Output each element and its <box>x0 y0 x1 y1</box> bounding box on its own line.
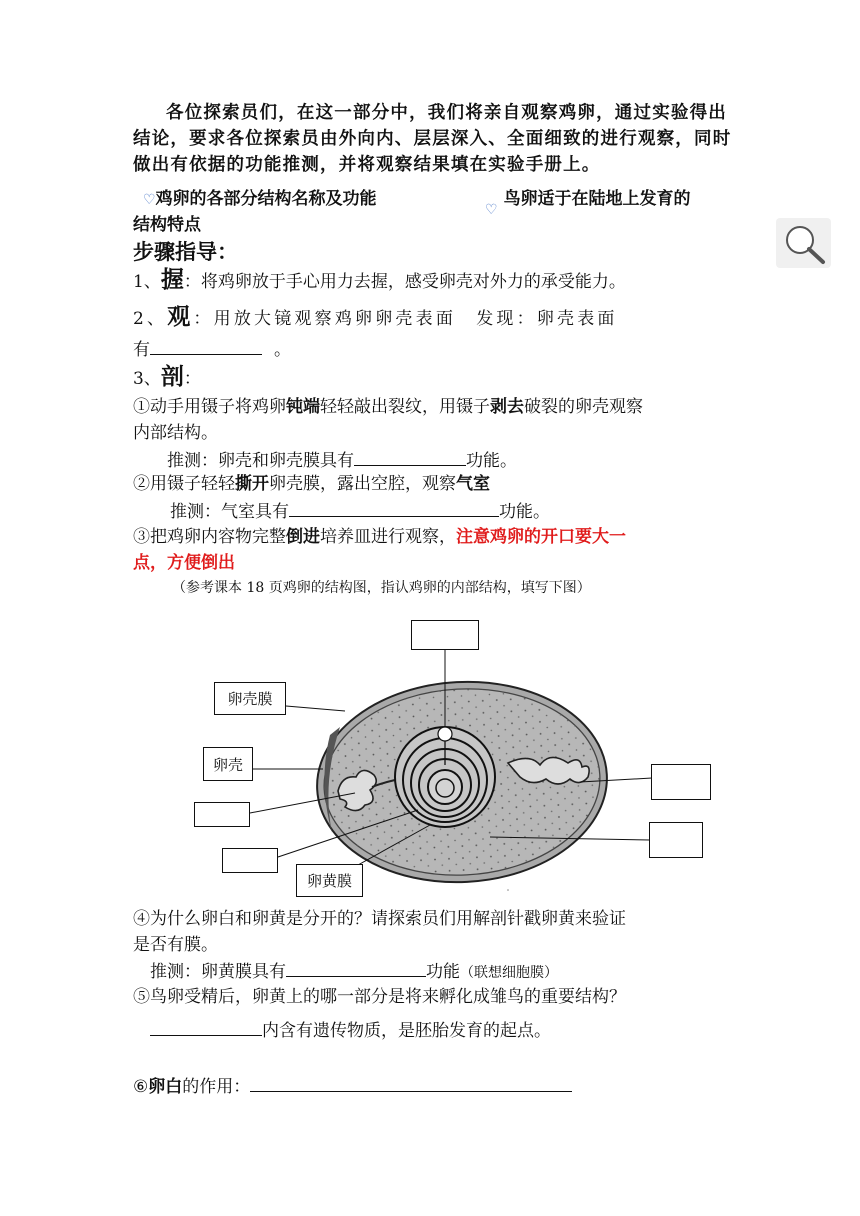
sub-4: ④为什么卵白和卵黄是分开的？请探索员们用解剖针戳卵黄来验证 <box>133 909 626 929</box>
steps-title: 步骤指导： <box>133 240 238 264</box>
label-box-lower-left-empty[interactable] <box>222 848 278 873</box>
label-shell-membrane: 卵壳膜 <box>214 682 286 715</box>
sub-2-infer: 推测：气室具有 功能。 <box>170 498 550 524</box>
germinal-disc <box>438 727 452 741</box>
sub-2: ②用镊子轻轻撕开卵壳膜，露出空腔，观察气室 <box>133 474 490 494</box>
sub-3-cont: 点，方便倒出 <box>133 553 235 573</box>
blank-germinal-disc[interactable] <box>150 1017 262 1036</box>
blank-yolk-membrane-function[interactable] <box>286 958 426 977</box>
blank-air-cell-function[interactable] <box>289 498 499 517</box>
blank-shell-function[interactable] <box>354 447 466 466</box>
sub-1-cont: 内部结构。 <box>133 423 218 443</box>
blank-shell-surface[interactable] <box>150 336 262 355</box>
sub-1-infer: 推测：卵壳和卵壳膜具有 功能。 <box>167 447 517 473</box>
sub-1: ①动手用镊子将鸡卵钝端轻轻敲出裂纹，用镊子剥去破裂的卵壳观察 <box>133 397 643 417</box>
goal-2: $_♡$鸟卵适于在陆地上发育的 <box>485 189 691 218</box>
label-shell: 卵壳 <box>203 747 253 781</box>
step-3: 3、剖： <box>133 364 201 390</box>
heart-icon: ♡ <box>485 202 498 218</box>
sub-5: ⑤鸟卵受精后，卵黄上的哪一部分是将来孵化成雏鸟的重要结构？ <box>133 987 626 1007</box>
label-box-right-empty[interactable] <box>651 764 711 800</box>
goal-2-cont: 结构特点 <box>133 215 201 235</box>
search-button[interactable] <box>776 218 831 268</box>
intro-paragraph: 各位探索员们，在这一部分中，我们将亲自观察鸡卵，通过实验得出结论，要求各位探索员由外向内、层层深入、全面细致的进行观察，同时做出有依据的功能推测，并将观察结果填在实验手册上。 <box>133 103 732 175</box>
diagram-note: （参考课本 18 页鸡卵的结构图，指认鸡卵的内部结构，填写下图） <box>172 580 591 596</box>
magnifier-icon <box>776 218 831 268</box>
label-box-lower-right-empty[interactable] <box>649 822 703 858</box>
label-box-top-empty[interactable] <box>411 620 479 650</box>
heart-icon: ♡ <box>143 192 156 208</box>
step-1: 1、握：将鸡卵放于手心用力去握，感受卵壳对外力的承受能力。 <box>133 267 626 293</box>
sub-6: ⑥卵白的作用： <box>133 1073 572 1099</box>
step-2-cont: 有 。 <box>133 336 291 362</box>
sub-4-cont: 是否有膜。 <box>133 935 218 955</box>
step-2: 2、观：用放大镜观察鸡卵卵壳表面 发现：卵壳表面 <box>133 304 618 330</box>
goal-1: ♡鸡卵的各部分结构名称及功能 <box>143 189 377 209</box>
sub-3: ③把鸡卵内容物完整倒进培养皿进行观察，注意鸡卵的开口要大一 <box>133 527 626 547</box>
label-yolk-membrane: 卵黄膜 <box>296 864 363 897</box>
blank-albumen-function[interactable] <box>250 1073 572 1092</box>
sub-4-infer: 推测：卵黄膜具有 功能（联想细胞膜） <box>150 958 558 985</box>
label-box-left-empty[interactable] <box>194 802 250 827</box>
sub-5-cont: 内含有遗传物质，是胚胎发育的起点。 <box>150 1017 551 1043</box>
